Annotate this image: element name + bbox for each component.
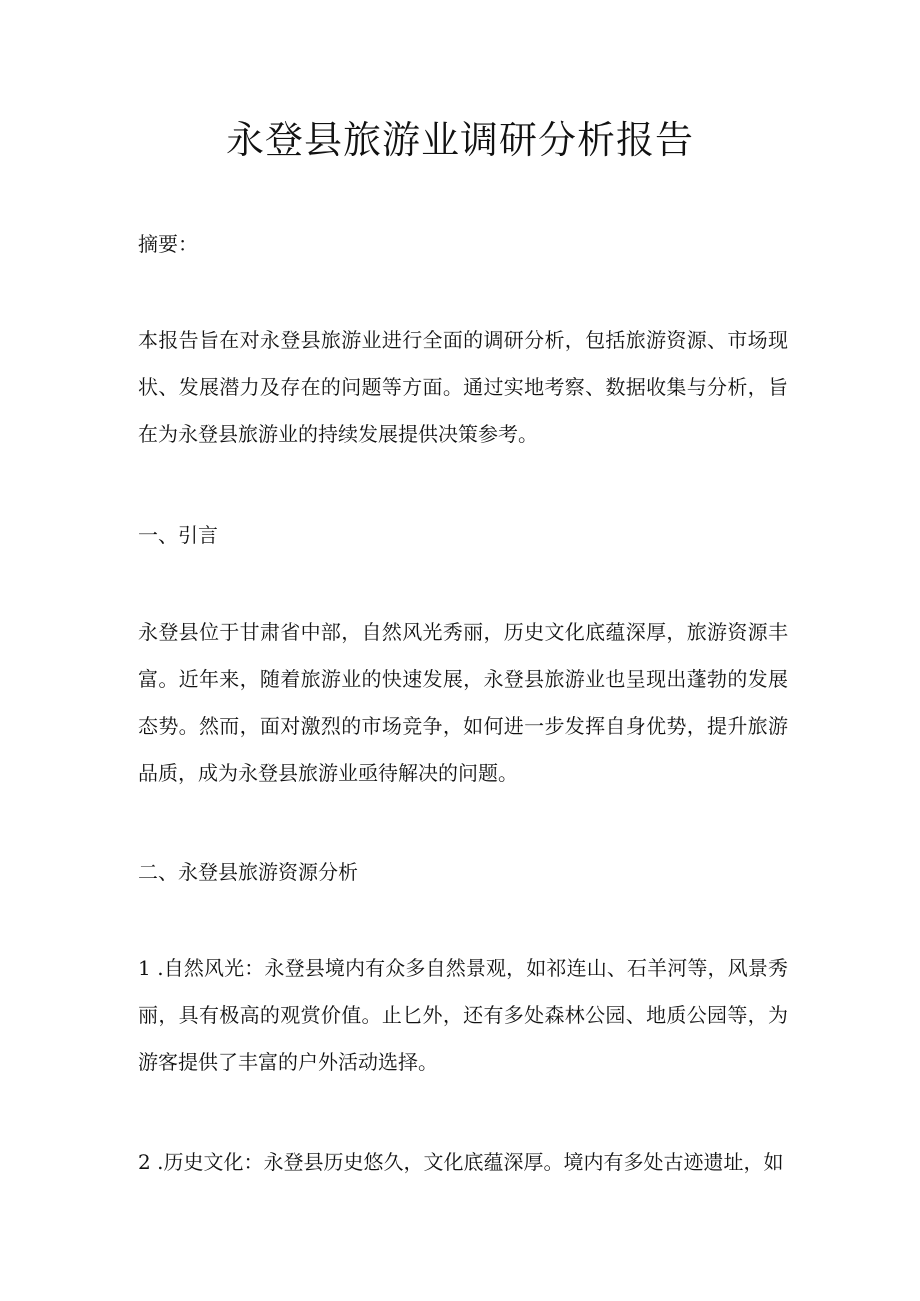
section-heading-resources: 二、永登县旅游资源分析 <box>138 860 358 884</box>
list-item-natural-scenery: 1 .自然风光：永登县境内有众多自然景观，如祁连山、石羊河等，风景秀丽，具有极高的观赏价值。止匕外，还有多处森林公园、地质公园等，为游客提供了丰富的户外活动选择。 <box>138 956 788 1074</box>
document-title: 永登县旅游业调研分析报告 <box>225 118 694 162</box>
list-item-history-culture: 2 .历史文化：永登县历史悠久，文化底蕴深厚。境内有多处古迹遗址，如 <box>138 1150 784 1174</box>
section-heading-introduction: 一、引言 <box>138 523 218 547</box>
abstract-paragraph: 本报告旨在对永登县旅游业进行全面的调研分析，包括旅游资源、市场现状、发展潜力及存在的问题等方面。通过实地考察、数据收集与分析，旨在为永登县旅游业的持续发展提供决策参考。 <box>138 328 788 446</box>
abstract-label: 摘要： <box>138 232 198 256</box>
introduction-paragraph: 永登县位于甘肃省中部，自然风光秀丽，历史文化底蕴深厚，旅游资源丰富。近年来，随着旅游业的快速发展，永登县旅游业也呈现出蓬勃的发展态势。然而，面对激烈的市场竞争，如何进一步发挥自身优势，提升旅游品质，成为永登县旅游业亟待解决的问题。 <box>138 620 788 785</box>
